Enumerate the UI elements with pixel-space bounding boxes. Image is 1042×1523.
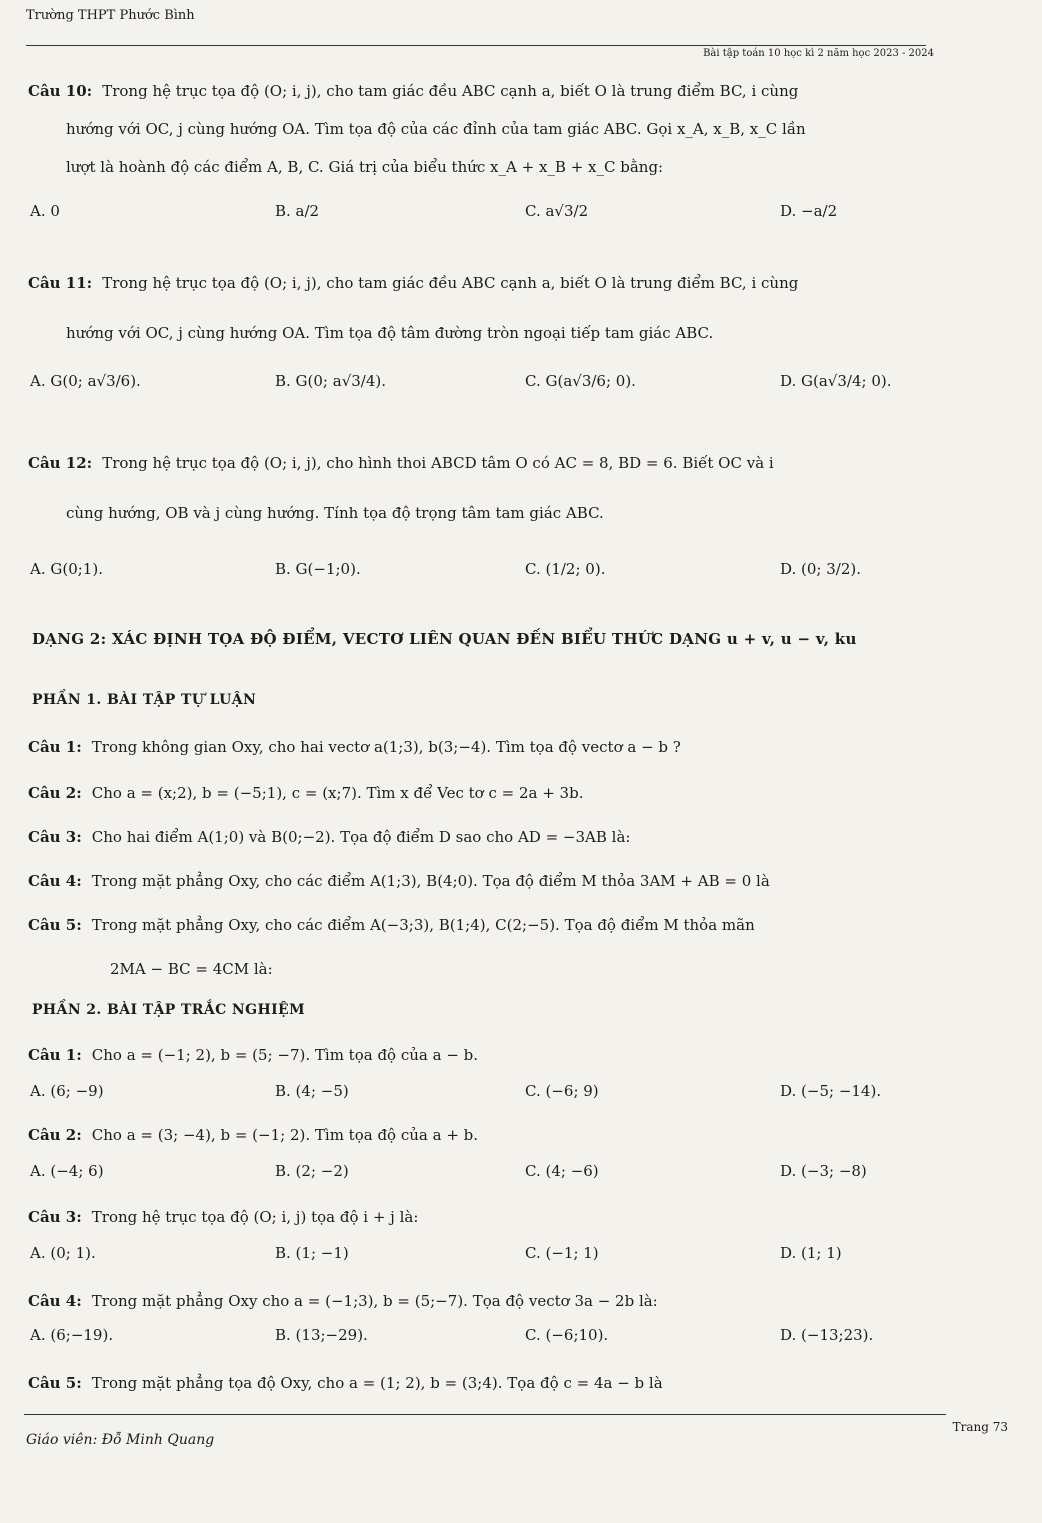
q10-line3: lượt là hoành độ các điểm A, B, C. Giá trị của biểu thức x_A + x_B + x_C bằng: (66, 158, 664, 176)
dang2-title: DẠNG 2: XÁC ĐỊNH TỌA ĐỘ ĐIỂM, VECTƠ LIÊN QUAN ĐẾN BIỂU THỨC DẠNG u + v, u − v, ku (32, 630, 857, 648)
q11-option-d: D. G(a√3/4; 0). (780, 372, 892, 390)
q11-line2: hướng với OC, j cùng hướng OA. Tìm tọa độ tâm đường tròn ngoại tiếp tam giác ABC. (66, 324, 714, 342)
q12-label: Câu 12: (28, 454, 93, 472)
p1-q3: Câu 3: Cho hai điểm A(1;0) và B(0;−2). Tọa độ điểm D sao cho AD = −3AB là: (28, 828, 631, 846)
p2-q1-option-a: A. (6; −9) (30, 1082, 104, 1100)
q12-option-b: B. G(−1;0). (275, 560, 361, 578)
page-number: Trang 73 (952, 1420, 1008, 1434)
school-name: Trường THPT Phước Bình (26, 8, 195, 23)
teacher-name: Giáo viên: Đỗ Minh Quang (26, 1432, 215, 1448)
p2-q3-option-d: D. (1; 1) (780, 1244, 842, 1262)
p2-q4-option-d: D. (−13;23). (780, 1326, 874, 1344)
p2-q2-option-c: C. (4; −6) (525, 1162, 599, 1180)
q10-options (30, 202, 930, 242)
q11-option-c: C. G(a√3/6; 0). (525, 372, 636, 390)
q11-label: Câu 11: (28, 274, 93, 292)
q10-line1: Câu 10: Trong hệ trục tọa độ (O; i, j), cho tam giác đều ABC cạnh a, biết O là trung điểm BC, i cùng (28, 82, 799, 100)
p2-q3-option-a: A. (0; 1). (30, 1244, 96, 1262)
q12-line2: cùng hướng, OB và j cùng hướng. Tính tọa độ trọng tâm tam giác ABC. (66, 504, 604, 522)
p2-q1-option-c: C. (−6; 9) (525, 1082, 599, 1100)
q10-option-b: B. a/2 (275, 202, 320, 220)
q10-option-a: A. 0 (30, 202, 60, 220)
p2-q1-options (30, 1082, 930, 1122)
p2-q4-options (30, 1326, 930, 1366)
q11-option-b: B. G(0; a√3/4). (275, 372, 387, 390)
p2-q2-option-a: A. (−4; 6) (30, 1162, 104, 1180)
p2-q4-option-b: B. (13;−29). (275, 1326, 368, 1344)
p2-q2-option-d: D. (−3; −8) (780, 1162, 867, 1180)
p2-q3-option-c: C. (−1; 1) (525, 1244, 599, 1262)
q10-label: Câu 10: (28, 82, 93, 100)
p2-q1-option-d: D. (−5; −14). (780, 1082, 882, 1100)
p1-q2: Câu 2: Cho a = (x;2), b = (−5;1), c = (x;7). Tìm x để Vec tơ c = 2a + 3b. (28, 784, 584, 802)
p2-q3: Câu 3: Trong hệ trục tọa độ (O; i, j) tọa độ i + j là: (28, 1208, 419, 1226)
q11-line1: Câu 11: Trong hệ trục tọa độ (O; i, j), cho tam giác đều ABC cạnh a, biết O là trung điểm BC, i cùng (28, 274, 799, 292)
p1-q5: Câu 5: Trong mặt phẳng Oxy, cho các điểm A(−3;3), B(1;4), C(2;−5). Tọa độ điểm M thỏa mãn (28, 916, 755, 934)
q12-option-c: C. (1/2; 0). (525, 560, 606, 578)
p2-q2-options (30, 1162, 930, 1202)
p2-q1: Câu 1: Cho a = (−1; 2), b = (5; −7). Tìm tọa độ của a − b. (28, 1046, 479, 1064)
q11-options (30, 372, 930, 412)
footer-rule (24, 1414, 946, 1415)
p2-q2: Câu 2: Cho a = (3; −4), b = (−1; 2). Tìm tọa độ của a + b. (28, 1126, 479, 1144)
q12-option-d: D. (0; 3/2). (780, 560, 862, 578)
p1-q4: Câu 4: Trong mặt phẳng Oxy, cho các điểm A(1;3), B(4;0). Tọa độ điểm M thỏa 3AM + AB = 0 là (28, 872, 770, 890)
q12-options (30, 560, 930, 600)
p2-q3-option-b: B. (1; −1) (275, 1244, 349, 1262)
q11-option-a: A. G(0; a√3/6). (30, 372, 141, 390)
p1-q5-line2: 2MA − BC = 4CM là: (110, 960, 273, 978)
q12-line1: Câu 12: Trong hệ trục tọa độ (O; i, j), cho hình thoi ABCD tâm O có AC = 8, BD = 6. Biết OC và i (28, 454, 774, 472)
p2-q4: Câu 4: Trong mặt phẳng Oxy cho a = (−1;3), b = (5;−7). Tọa độ vectơ 3a − 2b là: (28, 1292, 658, 1310)
p2-q3-options (30, 1244, 930, 1284)
p2-q4-option-a: A. (6;−19). (30, 1326, 114, 1344)
p2-q5: Câu 5: Trong mặt phẳng tọa độ Oxy, cho a = (1; 2), b = (3;4). Tọa độ c = 4a − b là (28, 1374, 663, 1392)
p2-q2-option-b: B. (2; −2) (275, 1162, 349, 1180)
p2-q1-option-b: B. (4; −5) (275, 1082, 349, 1100)
p2-q4-option-c: C. (−6;10). (525, 1326, 609, 1344)
q12-option-a: A. G(0;1). (30, 560, 103, 578)
q10-option-d: D. −a/2 (780, 202, 838, 220)
p1-q1: Câu 1: Trong không gian Oxy, cho hai vectơ a(1;3), b(3;−4). Tìm tọa độ vectơ a − b ? (28, 738, 681, 756)
document-subtitle: Bài tập toán 10 học kì 2 năm học 2023 - 2024 (703, 48, 934, 59)
header-rule (26, 45, 926, 46)
part2-title: PHẦN 2. BÀI TẬP TRẮC NGHIỆM (32, 1002, 306, 1018)
q10-option-c: C. a√3/2 (525, 202, 589, 220)
q10-line2: hướng với OC, j cùng hướng OA. Tìm tọa độ của các đỉnh của tam giác ABC. Gọi x_A, x_B, x_C lần (66, 120, 806, 138)
part1-title: PHẦN 1. BÀI TẬP TỰ LUẬN (32, 692, 257, 708)
